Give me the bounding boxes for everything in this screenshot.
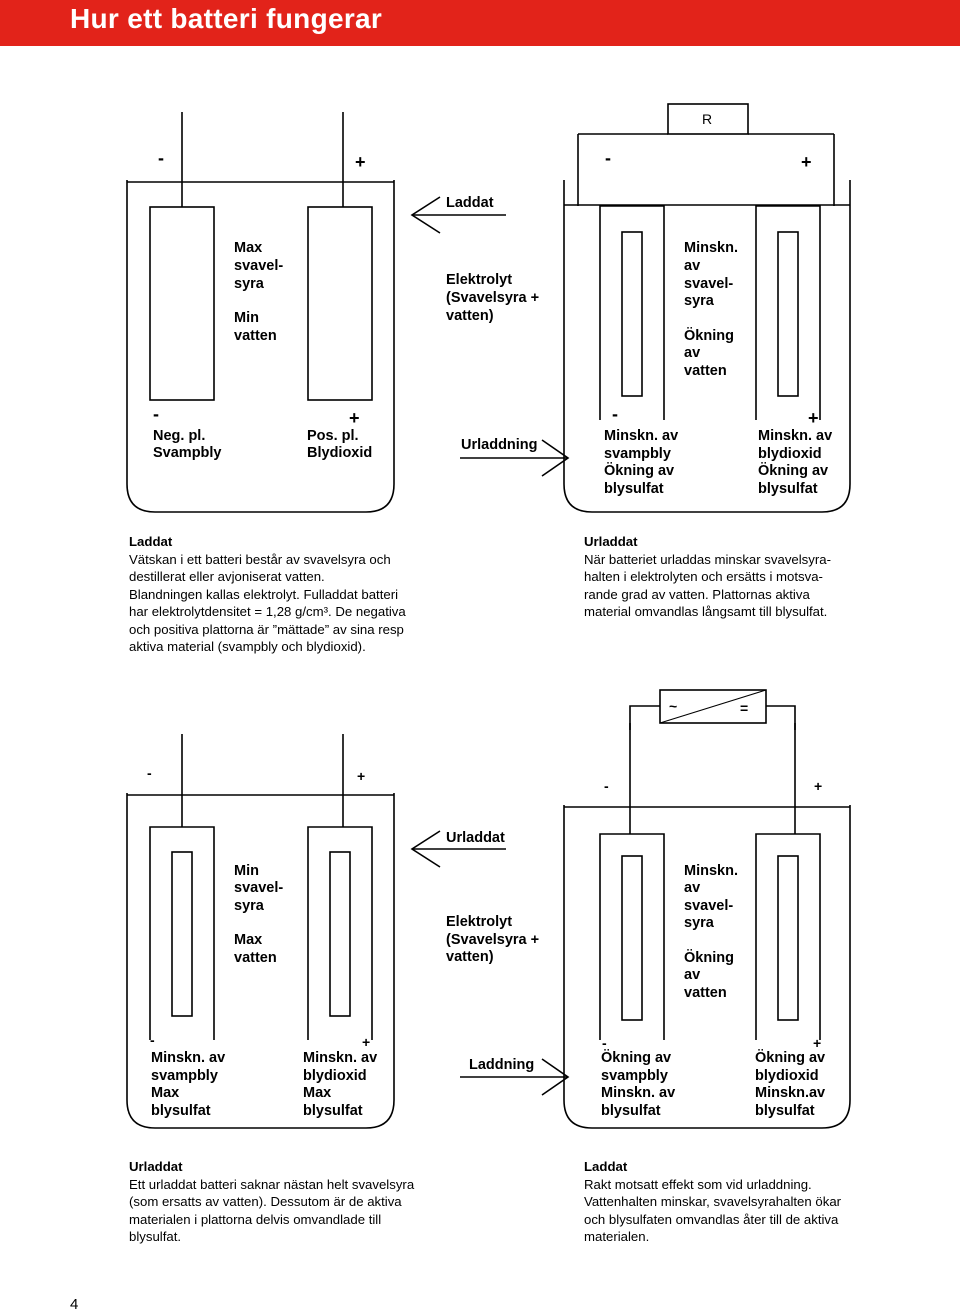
- charger-ac: ~: [669, 698, 678, 714]
- right-pos-plate: [756, 206, 820, 420]
- text-charged-body: Vätskan i ett batteri består av svavelsyra och destillerat eller avjoniserat vatten. Blandningen kallas elektrolyt. Fulladdat batteri har elektrolytdensitet = 1,28 g/cm³. De negativa och positiva plattorna är ”mättade” av sina resp aktiva material (svampbly och blydioxid).: [129, 551, 406, 654]
- d2-left-neg: -: [147, 765, 152, 781]
- resistor-label: R: [702, 111, 713, 127]
- text-discharged-body: När batteriet urladdas minskar svavelsyra- halten i elektrolyten och ersätts i motsva- rande grad av vatten. Plattornas aktiva material omvandlas långsamt till blysulfat.: [584, 551, 831, 619]
- text-charged-2: [584, 1158, 914, 1246]
- d1-left-pos: +: [355, 152, 366, 172]
- d2-left-electrolyte: Min svavel- syra Max vatten: [234, 863, 284, 966]
- d1-right-plate-pos-label: Minskn. av blydioxid Ökning av blysulfat: [758, 428, 833, 497]
- left-pos-plate-inner-2: [330, 852, 350, 1016]
- d2-right-plate-neg-sign: -: [602, 1035, 607, 1051]
- page-title: Hur ett batteri fungerar: [70, 3, 383, 34]
- d1-left-plate-pos-label: Pos. pl. Blydioxid: [307, 428, 373, 461]
- left-neg-plate-inner-2: [172, 852, 192, 1016]
- d2-left-plate-neg-label: Minskn. av svampbly Max blysulfat: [151, 1050, 226, 1119]
- d1-left-plate-neg-sign: -: [153, 404, 159, 424]
- text-discharged-2-body: Ett urladdat batteri saknar nästan helt svavelsyra (som ersatts av vatten). Dessutom är de aktiva materialen i plattorna delvis omvandlade till blysulfat.: [129, 1176, 415, 1244]
- d2-left-plate-pos-sign: +: [362, 1034, 371, 1050]
- d1-left-plate-pos-sign: +: [349, 408, 360, 428]
- d1-right-neg: -: [605, 148, 611, 168]
- d2-left-plate-neg-sign: -: [150, 1032, 155, 1048]
- d2-right-neg: -: [604, 778, 609, 794]
- left-pos-plate: [308, 207, 372, 400]
- charger-wires: [630, 706, 795, 730]
- text-charged: [129, 533, 459, 656]
- left-neg-plate: [150, 207, 214, 400]
- text-discharged-2: [129, 1158, 459, 1246]
- charger-dc: =: [740, 700, 749, 716]
- d2-right-plate-pos-label: Ökning av blydioxid Minskn.av blysulfat: [755, 1050, 826, 1119]
- text-charged-2-body: Rakt motsatt effekt som vid urladdning. Vattenhalten minskar, svavelsyrahalten ökar och blysulfaten omvandlas åter till de aktiva materialen.: [584, 1176, 842, 1244]
- d1-right-plate-pos-sign: +: [808, 408, 819, 428]
- d2-left-plate-pos-label: Minskn. av blydioxid Max blysulfat: [303, 1050, 378, 1119]
- right-pos-plate-inner: [778, 232, 798, 396]
- d1-arrow-top-label: Laddat: [446, 195, 494, 211]
- right-neg-plate-2: [600, 834, 664, 1040]
- d2-arrow-top-label: Urladdat: [446, 830, 505, 846]
- d1-arrow-bottom-label: Urladdning: [461, 437, 538, 453]
- d1-left-plate-neg-label: Neg. pl. Svampbly: [153, 428, 222, 461]
- d1-middle-label: Elektrolyt (Svavelsyra + vatten): [446, 272, 540, 324]
- d2-right-electrolyte: Minskn. av svavel- syra Ökning av vatten: [684, 863, 738, 1001]
- d2-middle-label: Elektrolyt (Svavelsyra + vatten): [446, 914, 540, 965]
- d1-right-plate-neg-label: Minskn. av svampbly Ökning av blysulfat: [604, 428, 679, 497]
- right-pos-plate-inner-2: [778, 856, 798, 1020]
- right-neg-plate: [600, 206, 664, 420]
- d2-right-pos: +: [814, 778, 823, 794]
- d2-right-plate-neg-label: Ökning av svampbly Minskn. av blysulfat: [601, 1050, 676, 1119]
- left-pos-plate-2: [308, 827, 372, 1040]
- left-neg-plate-2: [150, 827, 214, 1040]
- left-container: [127, 180, 394, 512]
- d1-right-electrolyte: Minskn. av svavel- syra Ökning av vatten: [684, 240, 738, 379]
- d1-right-pos: +: [801, 152, 812, 172]
- text-charged-title: Laddat: [129, 534, 173, 549]
- d2-left-pos: +: [357, 768, 366, 784]
- text-discharged-2-title: Urladdat: [129, 1159, 183, 1174]
- d1-left-electrolyte: Max svavel- syra Min vatten: [234, 240, 284, 344]
- d1-left-neg: -: [158, 148, 164, 168]
- d2-arrow-bottom-label: Laddning: [469, 1057, 535, 1073]
- page-number: 4: [70, 1296, 79, 1313]
- text-charged-2-title: Laddat: [584, 1159, 628, 1174]
- d2-right-plate-pos-sign: +: [813, 1035, 822, 1051]
- right-pos-plate-2: [756, 834, 820, 1040]
- text-discharged: [584, 533, 914, 621]
- text-discharged-title: Urladdat: [584, 534, 638, 549]
- right-neg-plate-inner: [622, 232, 642, 396]
- d1-right-plate-neg-sign: -: [612, 404, 618, 424]
- right-neg-plate-inner-2: [622, 856, 642, 1020]
